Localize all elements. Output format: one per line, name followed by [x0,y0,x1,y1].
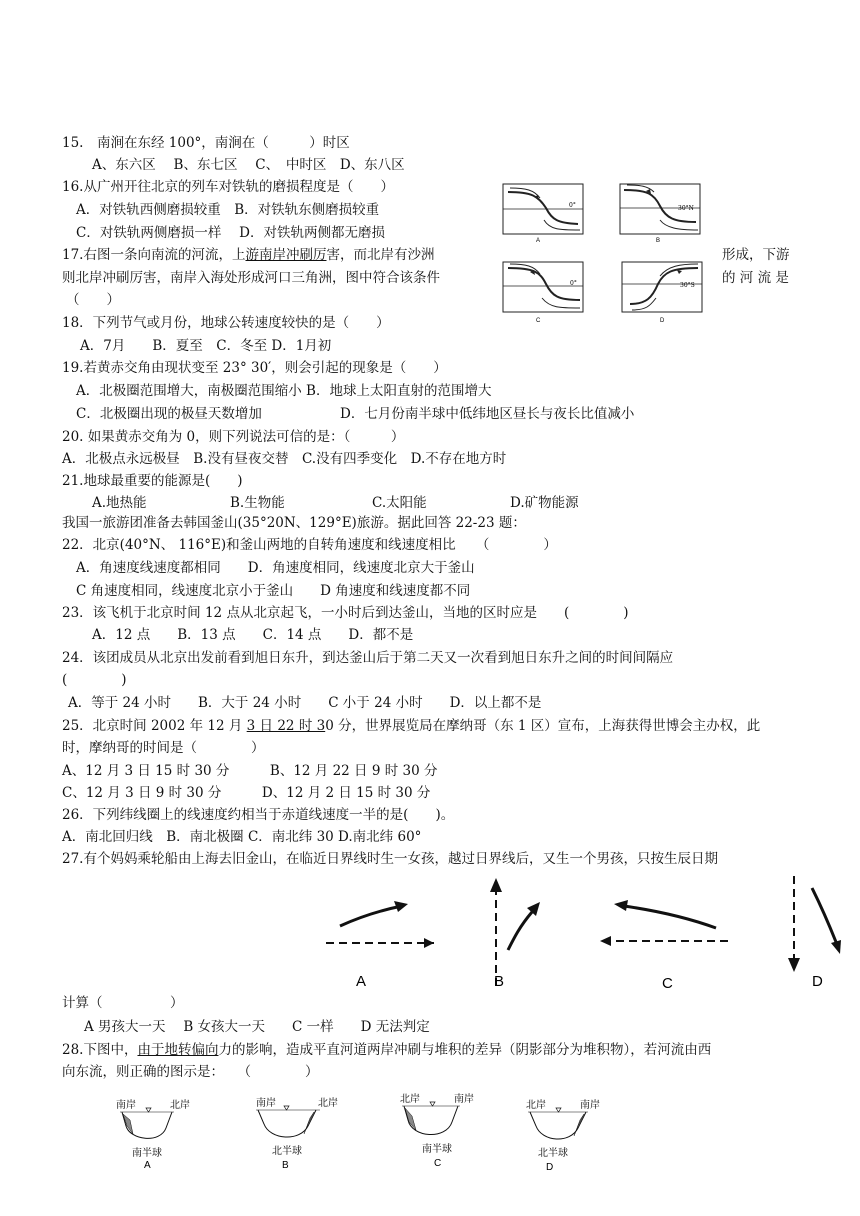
q26-stem: 26．下列纬线圈上的线速度约相当于赤道线速度一半的是( )。 [62,807,455,823]
fig-c-lat-label: 0° [570,280,577,287]
q28-fig-b [256,1096,338,1171]
q27-stem: 27.有个妈妈乘轮船由上海去旧金山，在临近日界线时生一女孩，越过日界线后，又生一个男孩，只按生辰日期 [62,851,718,867]
q28-fig-d-letter: D [546,1162,554,1173]
q21-option-b: B.生物能 [230,495,285,511]
q27-fig-label-c: C [662,975,673,992]
q19-option-c: C．北极圈出现的极昼天数增加 [76,406,262,422]
q24-stem: 24．该团成员从北京出发前看到旭日东升，到达釜山后于第二天又一次看到旭日东升之间的时间间隔应 [62,650,674,666]
q16-options-ab: A．对铁轨西侧磨损较重 B．对铁轨东侧磨损较重 [76,202,380,218]
q24-paren: ( ) [62,672,127,688]
fig-d-lat-label: 30°S [680,282,695,289]
q25-line1-post: 0 分，世界展览局在摩纳哥（东 1 区）宣布，上海获得世博会主办权，此 [325,718,761,734]
q16-stem: 16.从广州开往北京的列车对铁轨的磨损程度是（ ） [62,179,394,195]
river-flow-diagram [500,180,720,330]
q20-stem: 20. 如果黄赤交角为 0，则下列说法可信的是：（ ） [62,429,405,445]
q18-options: A．7月 B．夏至 C．冬至 D．1月初 [80,338,332,354]
q25-line1-pre: 25．北京时间 2002 年 12 月 [62,718,247,734]
q27-fig-label-a: A [356,973,367,990]
q25-line1 [62,715,760,737]
q28-fig-c-right: 南岸 [454,1094,474,1105]
q28-fig-d [526,1098,600,1173]
q28-riverbank-diagram [100,1088,620,1174]
fig-a-lat-label: 0° [569,202,576,209]
q28-fig-a-left: 南岸 [116,1100,136,1111]
fig-d-letter: D [660,318,665,324]
q26-options: A．南北回归线 B．南北极圈 C．南北纬 30 D.南北纬 60° [62,829,422,845]
q17-line1-underlined: 游南岸冲刷厉 [245,247,327,263]
q25-line2: 时，摩纳哥的时间是（ ） [62,740,265,756]
q21-stem: 21.地球最重要的能源是( ) [62,473,243,489]
q28-fig-a-letter: A [144,1160,151,1171]
q15-options: A、东六区 B、东七区 C、 中时区 D、东八区 [92,157,405,173]
q27-fig-label-d: D [812,973,823,990]
q25-options-ab: A、12 月 3 日 15 时 30 分 B、12 月 22 日 9 时 30 分 [62,763,438,779]
q22-stem: 22．北京(40°N、 116°E)和釜山两地的自转角速度和线速度相比 （ ） [62,537,557,553]
fig-c-letter: C [536,318,541,324]
q22-options-cd: C 角速度相同，线速度北京小于釜山 D 角速度和线速度都不同 [76,583,471,599]
q28-fig-b-left: 南岸 [256,1098,276,1109]
fig-b-letter: B [656,238,661,244]
q17-line1 [62,244,434,266]
q19-option-d: D．七月份南半球中低纬地区昼长与夜长比值减小 [340,406,635,422]
q17-line1-right: 形成，下游 [722,247,790,263]
q28-fig-b-hemi: 北半球 [272,1146,302,1157]
q21-option-d: D.矿物能源 [510,495,579,511]
q17-line1-post: 害，而北岸有沙洲 [326,247,435,263]
q27-fig-label-b: B [494,973,505,990]
q19-stem: 19.若黄赤交角由现状变至 23° 30′，则会引起的现象是（ ） [62,360,447,376]
q28-fig-d-right: 南岸 [580,1100,600,1111]
q15-stem: 15. 南涧在东经 100°，南涧在（ ）时区 [62,135,350,151]
q28-fig-a [116,1098,190,1171]
q28-stem-underlined: 由于地转偏向 [137,1042,219,1058]
q28-fig-c-hemi: 南半球 [422,1144,452,1155]
q17-line1-pre: 17.右图一条向南流的河流，上 [62,247,246,263]
q28-stem-line2: 向东流，则正确的图示是： （ ） [62,1064,319,1080]
q22-23-intro: 我国一旅游团准备去韩国釜山(35°20N、129°E)旅游。据此回答 22-23 题： [62,515,526,531]
q27-arrow-diagram [318,868,858,998]
q21-option-a: A.地热能 [92,495,147,511]
q23-options: A．12 点 B．13 点 C．14 点 D．都不是 [92,627,414,643]
q28-stem [62,1039,711,1061]
q28-stem-post: 力的影响，造成平直河道两岸冲刷与堆积的差异（阴影部分为堆积物），若河流由西 [218,1042,712,1058]
fig-b-lat-label: 30°N [678,205,694,212]
q28-fig-c-letter: C [434,1158,442,1169]
q17-line3: （ ） [66,292,120,308]
q16-options-cd: C．对铁轨两侧磨损一样 D．对铁轨两侧都无磨损 [76,225,385,241]
q28-fig-d-hemi: 北半球 [538,1148,568,1159]
q20-options: A．北极点永远极昼 B.没有昼夜交替 C.没有四季变化 D.不存在地方时 [62,451,507,467]
q23-stem: 23．该飞机于北京时间 12 点从北京起飞，一小时后到达釜山，当地的区时应是 ( ) [62,605,629,621]
q21-option-c: C.太阳能 [372,495,427,511]
q22-options-ab: A．角速度线速度都相同 D．角速度相同，线速度北京大于釜山 [76,560,475,576]
q17-line2-right: 的 河 流 是 [722,270,789,286]
q28-fig-b-letter: B [282,1160,289,1171]
q25-line1-underlined: 3 日 22 时 3 [246,718,326,734]
q28-fig-a-right: 北岸 [170,1100,190,1111]
q28-fig-c-left: 北岸 [400,1094,420,1105]
q28-fig-d-left: 北岸 [526,1100,546,1111]
q17-line2: 则北岸冲刷厉害，南岸入海处形成河口三角洲，图中符合该条件 [62,270,440,286]
q25-options-cd: C、12 月 3 日 9 时 30 分 D、12 月 2 日 15 时 30 分 [62,785,431,801]
q27-options: A 男孩大一天 B 女孩大一天 C 一样 D 无法判定 [84,1019,430,1035]
q28-fig-b-right: 北岸 [318,1098,338,1109]
q19-options-ab: A．北极圈范围增大，南极圈范围缩小 B．地球上太阳直射的范围增大 [76,383,492,399]
fig-a-letter: A [536,238,541,244]
q28-stem-pre: 28.下图中， [62,1042,138,1058]
q18-stem: 18．下列节气或月份，地球公转速度较快的是（ ） [62,315,390,331]
q27-stem-cont: 计算（ ） [62,995,184,1011]
q24-options: A．等于 24 小时 B．大于 24 小时 C 小于 24 小时 D．以上都不是 [68,695,542,711]
q28-fig-a-hemi: 南半球 [132,1148,162,1159]
q28-fig-c [400,1092,474,1169]
